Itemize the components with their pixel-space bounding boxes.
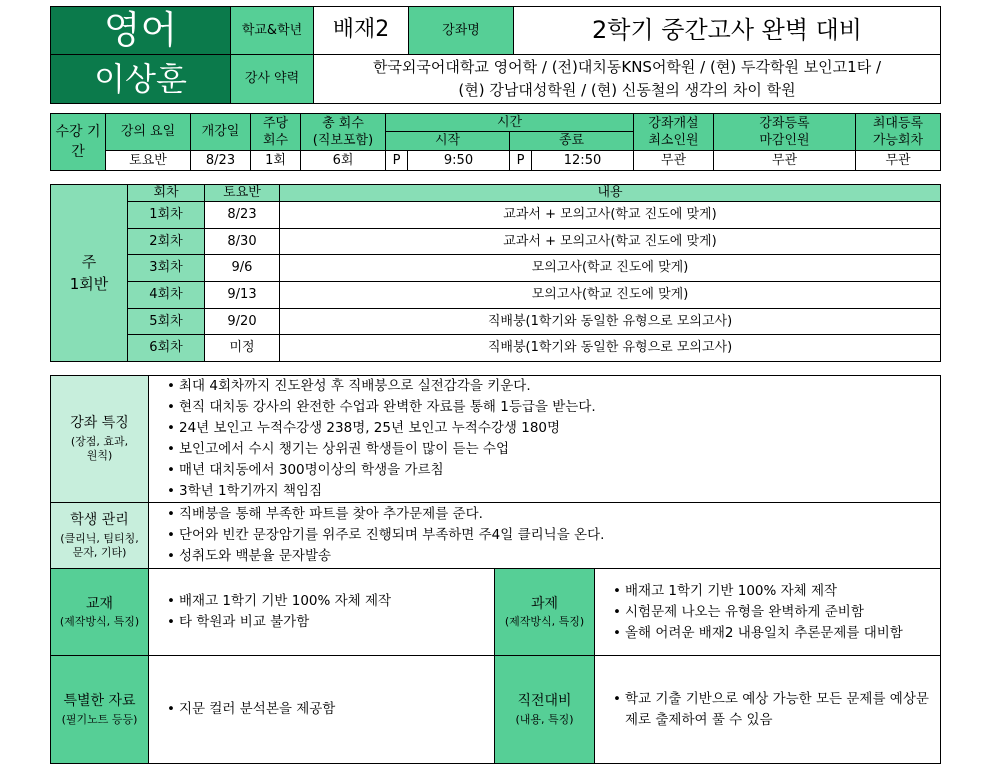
- col-total: [301, 114, 386, 151]
- val-start-ampm: P: [386, 150, 408, 170]
- management-sub2: 문자, 기타): [72, 545, 127, 559]
- header-table: [50, 6, 941, 104]
- session-cell: 4회차: [128, 281, 205, 308]
- col-content: [280, 185, 941, 202]
- schedule-table: [50, 184, 941, 362]
- list-item: • 시험문제 나오는 유형을 완벽하게 준비함: [613, 602, 940, 623]
- list-item: • 성취도와 백분율 문자발송: [167, 546, 940, 567]
- course-name: 2학기 중간고사 완벽 대비: [592, 16, 862, 45]
- col-session: [128, 185, 205, 202]
- table-row: [51, 335, 941, 362]
- session-cell: 2회차: [128, 228, 205, 255]
- col-time-start-text: 시작: [434, 133, 461, 149]
- date-cell: 8/30: [205, 228, 280, 255]
- teacher-cell: [51, 55, 231, 104]
- val-weekly: 1회: [251, 150, 301, 170]
- col-min-line1: 강좌개설: [648, 115, 699, 131]
- content-cell: 모의고사(학교 진도에 맞게): [280, 281, 941, 308]
- val-max: 무관: [856, 150, 941, 170]
- period-label: 수강 기간: [55, 124, 101, 160]
- table-row: [51, 255, 941, 282]
- details-table: [50, 375, 941, 764]
- col-weekly-line2: 회수: [262, 132, 289, 148]
- list-item: • 단어와 빈칸 문장암기를 위주로 진행되며 부족하면 주4일 클리닉을 온다.: [167, 525, 940, 546]
- list-item: • 매년 대치동에서 300명이상의 학생을 가르침: [167, 460, 940, 481]
- features-sub2: 원칙): [86, 449, 113, 463]
- col-close: [714, 114, 856, 151]
- bio-label-cell: [231, 55, 314, 104]
- list-item: • 배재고 1학기 기반 100% 자체 제작: [613, 581, 940, 602]
- col-weekly-line1: 주당: [262, 115, 289, 131]
- list-item: • 타 학원과 비교 불가함: [167, 612, 494, 633]
- session-cell: 1회차: [128, 202, 205, 229]
- col-content-text: 내용: [597, 185, 623, 201]
- bio-line-1: 한국외국어대학교 영어학 / (전)대치동KNS어학원 / (현) 두각학원 보인고1타 /: [372, 58, 882, 76]
- col-weekly: [251, 114, 301, 151]
- materials-sub: (제작방식, 특징): [59, 615, 140, 629]
- subject-cell: [51, 7, 231, 55]
- features-label-cell: [51, 376, 149, 503]
- course-name-cell: [514, 7, 941, 55]
- val-close: 무관: [714, 150, 856, 170]
- management-content: [149, 503, 941, 569]
- col-time-end: [510, 132, 634, 150]
- school-grade-cell: [314, 7, 409, 55]
- table-row: [51, 281, 941, 308]
- date-cell: 9/6: [205, 255, 280, 282]
- col-time: [386, 114, 634, 132]
- list-item: • 배재고 1학기 기반 100% 자체 제작: [167, 591, 494, 612]
- col-time-text: 시간: [496, 114, 523, 130]
- schedule-side-label: [51, 185, 128, 362]
- homework-label: 과제: [530, 595, 559, 612]
- special-label-cell: [51, 656, 149, 764]
- materials-label: 교재: [85, 595, 114, 612]
- school-grade: 배재2: [332, 17, 390, 43]
- homework-label-cell: [495, 569, 595, 656]
- features-list: [157, 376, 940, 502]
- col-total-line1: 총 회수: [322, 115, 364, 131]
- date-cell: 9/20: [205, 308, 280, 335]
- val-end-time: 12:50: [532, 150, 634, 170]
- course-name-label-cell: [409, 7, 514, 55]
- content-cell: 모의고사(학교 진도에 맞게): [280, 255, 941, 282]
- final-sub: (내용, 특징): [515, 712, 574, 726]
- homework-content: [595, 569, 941, 656]
- features-sub1: (장점, 효과,: [70, 435, 129, 449]
- col-schedule-day: [205, 185, 280, 202]
- school-grade-label-cell: [231, 7, 314, 55]
- final-label: 직전대비: [517, 693, 572, 709]
- bio-cell: [314, 55, 941, 104]
- list-item: • 학교 기출 기반으로 예상 가능한 모든 문제를 예상문제로 출제하여 풀 수 있음: [613, 689, 940, 731]
- col-min-line2: 최소인원: [648, 132, 699, 148]
- homework-sub: (제작방식, 특징): [504, 615, 585, 629]
- date-cell: 9/13: [205, 281, 280, 308]
- list-item: • 올해 어려운 배재2 내용일치 추론문제를 대비함: [613, 623, 940, 644]
- col-max-line1: 최대등록: [872, 115, 924, 131]
- table-row: [51, 202, 941, 229]
- special-content: [149, 656, 495, 764]
- date-cell: 8/23: [205, 202, 280, 229]
- col-time-start: [386, 132, 510, 150]
- management-sub1: (클리닉, 팀티칭,: [60, 531, 139, 545]
- val-total: 6회: [301, 150, 386, 170]
- content-cell: 교과서 + 모의고사(학교 진도에 맞게): [280, 228, 941, 255]
- homework-list: [603, 581, 940, 644]
- list-item: • 현직 대치동 강사의 완전한 수업과 완벽한 자료를 통해 1등급을 받는다.: [167, 397, 940, 418]
- val-start-time: 9:50: [408, 150, 510, 170]
- final-label-cell: [495, 656, 595, 764]
- col-day-text: 강의 요일: [120, 124, 176, 140]
- bio-line-2: (현) 강남대성학원 / (현) 신동철의 생각의 차이 학원: [458, 81, 796, 99]
- period-table: [50, 113, 941, 171]
- management-label-cell: [51, 503, 149, 569]
- col-schedule-day-text: 토요반: [223, 185, 261, 201]
- subject: 영어: [103, 7, 178, 52]
- special-label: 특별한 자료: [63, 693, 136, 709]
- date-cell: 미정: [205, 335, 280, 362]
- list-item: • 24년 보인고 누적수강생 238명, 25년 보인고 누적수강생 180명: [167, 418, 940, 439]
- session-cell: 3회차: [128, 255, 205, 282]
- schedule-side-line2: 1회반: [69, 275, 109, 293]
- final-content: [595, 656, 941, 764]
- bio-label: 강사 약력: [244, 71, 300, 87]
- materials-label-cell: [51, 569, 149, 656]
- features-content: [149, 376, 941, 503]
- list-item: • 최대 4회차까지 진도완성 후 직배붕으로 실전감각을 키운다.: [167, 376, 940, 397]
- col-start-date-text: 개강일: [201, 124, 240, 140]
- col-session-text: 회차: [153, 185, 179, 201]
- materials-content: [149, 569, 495, 656]
- col-max-line2: 가능회차: [872, 132, 924, 148]
- val-min: 무관: [634, 150, 714, 170]
- col-total-line2: (직보포함): [312, 132, 374, 148]
- materials-list: [157, 591, 494, 633]
- col-close-line1: 강좌등록: [759, 115, 810, 131]
- special-list: [157, 699, 494, 720]
- val-end-ampm: P: [510, 150, 532, 170]
- col-day: [106, 114, 191, 151]
- teacher-name: 이상훈: [94, 59, 187, 98]
- val-start-date: 8/23: [191, 150, 251, 170]
- features-label: 강좌 특징: [70, 415, 129, 432]
- course-name-label: 강좌명: [442, 22, 480, 38]
- session-cell: 6회차: [128, 335, 205, 362]
- management-label: 학생 관리: [70, 511, 129, 528]
- table-row: [51, 228, 941, 255]
- table-row: [51, 308, 941, 335]
- content-cell: 직배붕(1학기와 동일한 유형으로 모의고사): [280, 335, 941, 362]
- list-item: • 지문 컬러 분석본을 제공함: [167, 699, 494, 720]
- list-item: • 직배붕을 통해 부족한 파트를 찾아 추가문제를 준다.: [167, 504, 940, 525]
- period-label-cell: [51, 114, 106, 171]
- content-cell: 교과서 + 모의고사(학교 진도에 맞게): [280, 202, 941, 229]
- col-min: [634, 114, 714, 151]
- schedule-side-line1: 주: [81, 253, 97, 271]
- list-item: • 보인고에서 수시 챙기는 상위권 학생들이 많이 듣는 수업: [167, 439, 940, 460]
- col-start-date: [191, 114, 251, 151]
- management-list: [157, 504, 940, 567]
- content-cell: 직배붕(1학기와 동일한 유형으로 모의고사): [280, 308, 941, 335]
- col-close-line2: 마감인원: [759, 132, 810, 148]
- session-cell: 5회차: [128, 308, 205, 335]
- school-grade-label: 학교&학년: [241, 22, 303, 38]
- col-max: [856, 114, 941, 151]
- special-sub: (필기노트 등등): [61, 712, 138, 726]
- final-list: [603, 689, 940, 731]
- list-item: • 3학년 1학기까지 책임짐: [167, 481, 940, 502]
- col-time-end-text: 종료: [558, 133, 585, 149]
- val-day: 토요반: [106, 150, 191, 170]
